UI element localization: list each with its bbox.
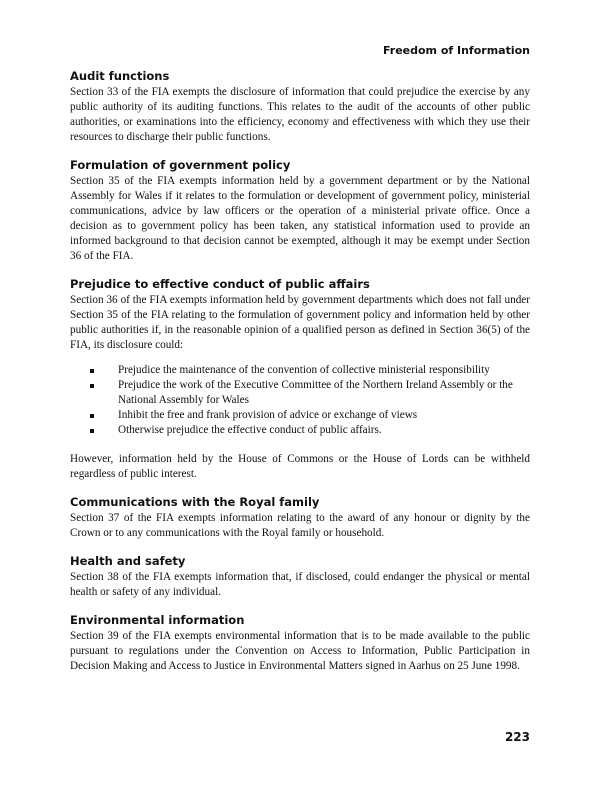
list-item: Otherwise prejudice the effective conduct of public affairs. bbox=[70, 423, 530, 438]
section-audit bbox=[70, 68, 530, 145]
section-body: Section 36 of the FIA exempts information held by government departments which does not fall under Section 35 of the FIA relating to the formulation of government policy and information held by other public authorities if, in the reasonable opinion of a qualified person as defined in Section 36(5) of the FIA, its disclosure could: bbox=[70, 294, 530, 351]
section-royal bbox=[70, 494, 530, 541]
section-note: However, information held by the House of Commons or the House of Lords can be withheld regardless of public interest. bbox=[70, 453, 530, 480]
bullet-square-icon bbox=[90, 429, 94, 433]
list-item: Prejudice the work of the Executive Committee of the Northern Ireland Assembly or the National Assembly for Wales bbox=[70, 378, 530, 408]
section-body: Section 39 of the FIA exempts environmental information that is to be made available to the public pursuant to regulations under the Convention on Access to Information, Public Participation in Decision Making and Access to Justice in Environmental Matters signed in Aarhus on 25 June 1998. bbox=[70, 630, 530, 672]
section-body: Section 35 of the FIA exempts information held by a government department or by the National Assembly for Wales if it relates to the formulation or development of government policy, ministerial communications, advice by law officers or the operation of a ministerial private office. Once a decision as to government policy has been taken, any statistical information used to provide an informed background to that decision cannot be exempted, although it may be exempt under Section 36 of the FIA. bbox=[70, 175, 530, 262]
list-item: Prejudice the maintenance of the convention of collective ministerial responsibility bbox=[70, 363, 530, 378]
section-prejudice bbox=[70, 276, 530, 482]
section-policy bbox=[70, 157, 530, 264]
section-health bbox=[70, 553, 530, 600]
section-body: Section 33 of the FIA exempts the disclosure of information that could prejudice the exercise by any public authority of its auditing functions. This relates to the audit of the accounts of other public authorities, or examinations into the efficiency, economy and effectiveness with which they use their resources to discharge their public functions. bbox=[70, 86, 530, 143]
bullet-square-icon bbox=[90, 414, 94, 418]
section-environment bbox=[70, 612, 530, 674]
section-heading: Health and safety bbox=[70, 554, 186, 568]
bullet-list bbox=[70, 363, 530, 438]
section-heading: Audit functions bbox=[70, 69, 170, 83]
section-body: Section 38 of the FIA exempts information that, if disclosed, could endanger the physical or mental health or safety of any individual. bbox=[70, 571, 530, 598]
bullet-square-icon bbox=[90, 369, 94, 373]
section-body: Section 37 of the FIA exempts information relating to the award of any honour or dignity by the Crown or to any communications with the Royal family or household. bbox=[70, 512, 530, 539]
running-head: Freedom of Information bbox=[382, 44, 530, 57]
section-heading: Prejudice to effective conduct of public affairs bbox=[70, 277, 370, 291]
section-heading: Environmental information bbox=[70, 613, 245, 627]
page-content bbox=[70, 68, 530, 686]
section-heading: Formulation of government policy bbox=[70, 158, 291, 172]
bullet-square-icon bbox=[90, 384, 94, 388]
page-number: 223 bbox=[504, 730, 530, 744]
section-heading: Communications with the Royal family bbox=[70, 495, 320, 509]
list-item: Inhibit the free and frank provision of advice or exchange of views bbox=[70, 408, 530, 423]
